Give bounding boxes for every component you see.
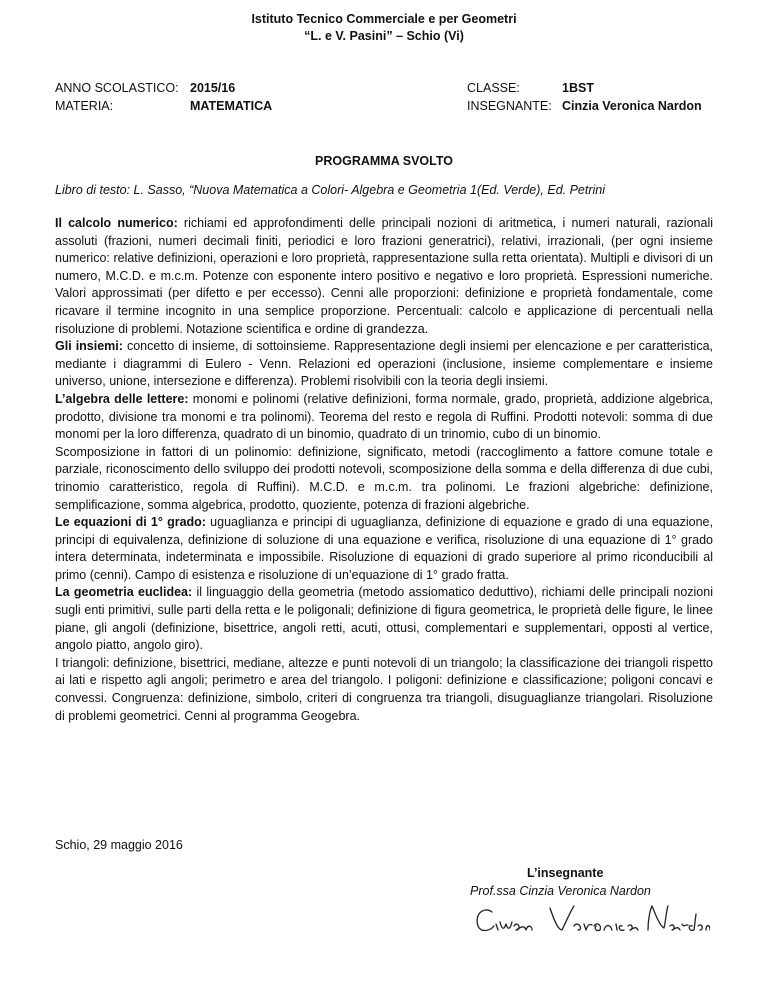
insegnante-value: Cinzia Veronica Nardon [562,99,702,113]
textbook-reference: Libro di testo: L. Sasso, “Nuova Matematica a Colori- Algebra e Geometria 1(Ed. Verde), Ed. Petrini [55,183,606,197]
school-location: “L. e V. Pasini” – Schio (Vi) [304,29,464,43]
section-triangoli [55,655,713,725]
document-title: PROGRAMMA SVOLTO [315,154,453,168]
handwritten-signature [470,900,710,940]
program-body [55,215,713,725]
section-text: uguaglianza e principi di uguaglianza, definizione di equazione e grado di una equazione, principi di equivalenza, definizione di soluzione di una equazione e verifica, risoluzione di una equazione di 1° grado intera determinata, indeterminata e impossibile. Risoluzione di equazioni di grado superiore al primo riconducibili al primo (cenni). Campo di esistenza e risoluzione di un’equazione di 1° grado fratta. [55,515,713,582]
school-name: Istituto Tecnico Commerciale e per Geometri [251,12,517,26]
meta-insegnante [467,97,702,115]
section-heading: La geometria euclidea: [55,585,193,600]
signature-role: L’insegnante [527,866,604,880]
section-text: I triangoli: definizione, bisettrici, mediane, altezze e punti notevoli di un triangolo; la classificazione dei triangoli rispetto ai lati e rispetto agli angoli; perimetro e area del triangolo. I poligoni: definizione e classificazione; poligoni concavi e convessi. Congruenza: definizione, simbolo, criteri di congruenza tra triangoli, disuguaglianze triangolari. Risoluzione di problemi geometrici. Cenni al programma Geogebra. [55,655,713,723]
signature-name: Prof.ssa Cinzia Veronica Nardon [470,884,651,898]
classe-value: 1BST [562,81,594,95]
materia-value: MATEMATICA [190,99,273,113]
section-geometria [55,584,713,654]
meta-materia [55,97,273,115]
section-heading: L’algebra delle lettere: [55,391,189,406]
section-heading: Le equazioni di 1° grado: [55,515,206,530]
section-text: concetto di insieme, di sottoinsieme. Rappresentazione degli insiemi per elencazione e per caratteristica, mediante i diagrammi di Eulero - Venn. Relazioni ed operazioni (inclusione, insieme complementare e insieme universo, unione, intersezione e differenza). Problemi risolvibili con la teoria degli insiemi. [55,339,713,389]
anno-label: ANNO SCOLASTICO: [55,81,179,95]
meta-anno [55,79,236,97]
school-header [0,11,768,45]
section-heading: Gli insiemi: [55,339,123,354]
section-calcolo [55,215,713,338]
section-equazioni [55,514,713,584]
place-date: Schio, 29 maggio 2016 [55,838,183,852]
section-text: il linguaggio della geometria (metodo assiomatico deduttivo), richiami delle principali nozioni sugli enti primitivi, sulle parti della retta e le poligonali; definizione di figura geometrica, le proprietà delle figure, le linee piane, gli angoli (definizione, bisettrice, angoli retti, acuti, ottusi, complementari e supplementari, opposti al vertice, angolo piatto, angolo giro). [55,585,713,653]
meta-classe [467,79,594,97]
section-text: Scomposizione in fattori di un polinomio: definizione, significato, metodi (raccoglimento a fattore comune totale e parziale, riconoscimento dello sviluppo dei prodotti notevoli, scomposizione della somma e della differenza di due cubi, trinomio caratteristico, regola di Ruffini). M.C.D. e m.c.m. tra polinomi. Le frazioni algebriche: definizione, semplificazione, somma algebrica, prodotto, quoziente, potenza di frazioni algebriche. [55,444,713,512]
insegnante-label: INSEGNANTE: [467,99,552,113]
section-scomposizione [55,444,713,514]
anno-value: 2015/16 [190,81,236,95]
section-text: monomi e polinomi (relative definizioni, forma normale, grado, proprietà, addizione algebrica, prodotto, divisione tra monomi e tra polinomi). Teorema del resto e regola di Ruffini. Prodotti notevoli: somma di due monomi per la loro differenza, quadrato di un binomio, quadrato di un trinomio, cubo di un binomio. [55,391,713,442]
section-algebra [55,391,713,444]
section-heading: Il calcolo numerico: [55,216,178,230]
materia-label: MATERIA: [55,99,114,113]
section-text: richiami ed approfondimenti delle principali nozioni di aritmetica, i numeri naturali, razionali assoluti (frazioni, numeri decimali finiti, periodici e loro frazioni generatrici), relativi, irrazionali, (per ogni insieme numerico: relative definizioni, operazioni e loro proprietà, rappresentazione sulla retta orientata). Multipli e divisori di un numero, M.C.D. e m.c.m. Potenze con esponente intero positivo e negativo e loro proprietà. Espressioni numeriche. Valori approssimati (per difetto e per eccesso). Cenni alle proporzioni: definizione e proprietà fondamentale, come ricavare il termine incognito in una semplice proporzione. Percentuali: calcolo e applicazione di percentuali nella risoluzione di problemi. Notazione scientifica e ordine di grandezza. [55,216,713,336]
section-insiemi [55,338,713,391]
classe-label: CLASSE: [467,81,520,95]
